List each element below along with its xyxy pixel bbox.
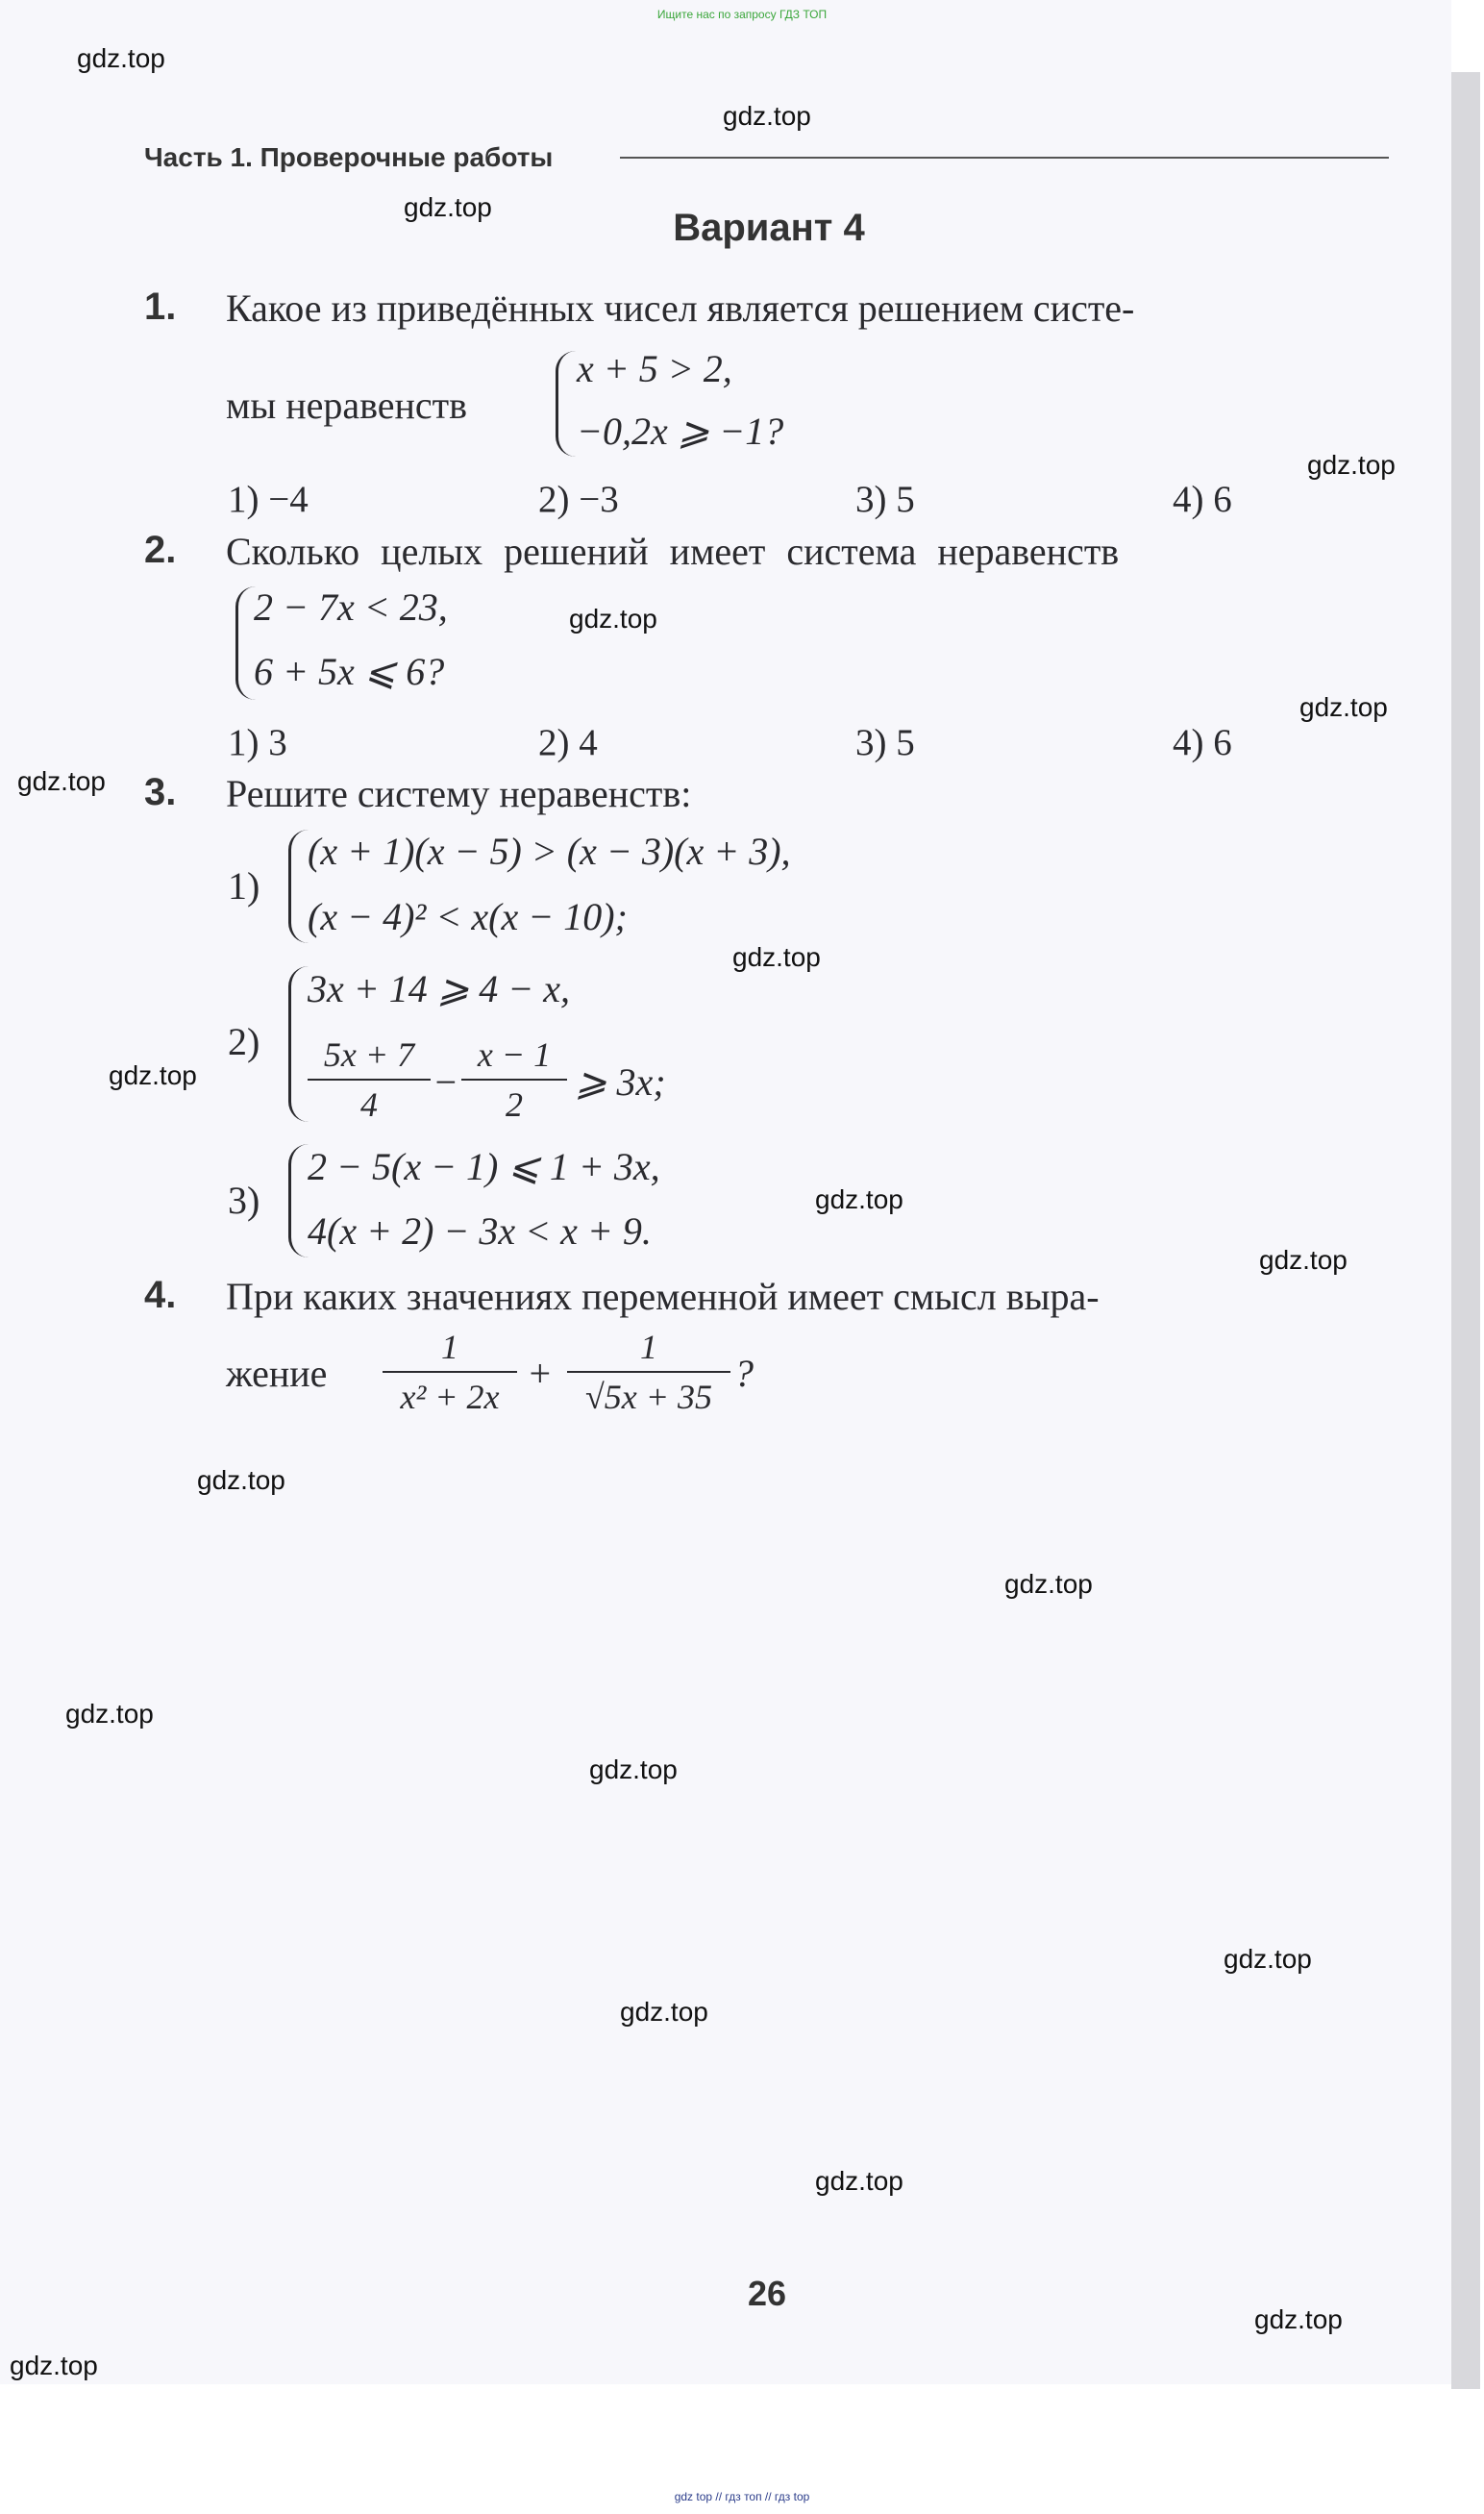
q3-sub2-label: 2) xyxy=(228,1020,260,1063)
watermark: gdz.top xyxy=(569,604,657,634)
watermark: gdz.top xyxy=(77,43,165,73)
q2-option-1: 1) 3 xyxy=(228,722,287,763)
q2-option-4: 4) 6 xyxy=(1173,722,1232,763)
watermark: gdz.top xyxy=(10,2351,98,2380)
fraction-bar xyxy=(383,1371,517,1373)
q4-text-2: жение xyxy=(226,1352,328,1395)
q3-sub1-brace xyxy=(288,830,309,943)
q3-sub3-ineq-2: 4(x + 2) − 3x < x + 9. xyxy=(308,1209,652,1253)
watermark: gdz.top xyxy=(589,1755,678,1784)
watermark: gdz.top xyxy=(723,101,811,131)
q2-text: Сколько целых решений имеет система неравенств xyxy=(226,530,1120,573)
q3-number: 3. xyxy=(144,771,177,813)
q1-system-brace xyxy=(556,351,576,457)
watermark: gdz.top xyxy=(1004,1569,1093,1599)
q4-question-mark: ? xyxy=(734,1352,754,1395)
fraction-bar xyxy=(308,1079,431,1081)
q3-sub2-ineq-1: 3x + 14 ⩾ 4 − x, xyxy=(308,967,571,1010)
section-header: Часть 1. Проверочные работы xyxy=(144,142,554,172)
q1-option-4: 4) 6 xyxy=(1173,479,1232,520)
watermark: gdz.top xyxy=(404,192,492,222)
page-edge-shadow xyxy=(1451,72,1480,2389)
q2-ineq-1: 2 − 7x < 23, xyxy=(254,585,448,629)
q3-sub3-ineq-1: 2 − 5(x − 1) ⩽ 1 + 3x, xyxy=(308,1145,660,1188)
fraction-numerator: 5x + 7 xyxy=(323,1035,415,1074)
q3-sub1-label: 1) xyxy=(228,864,260,908)
q3-sub3-label: 3) xyxy=(228,1179,260,1222)
page-number: 26 xyxy=(748,2274,787,2313)
watermark: gdz.top xyxy=(17,766,106,796)
q3-sub1-ineq-1: (x + 1)(x − 5) > (x − 3)(x + 3), xyxy=(308,830,791,873)
q4-number: 4. xyxy=(144,1274,177,1316)
q1-number: 1. xyxy=(144,286,177,328)
q1-ineq-1: x + 5 > 2, xyxy=(577,347,732,390)
q3-sub2-fraction-2 xyxy=(461,1034,567,1125)
q1-option-1: 1) −4 xyxy=(228,479,309,520)
q2-option-3: 3) 5 xyxy=(855,722,915,763)
variant-title: Вариант 4 xyxy=(673,207,865,249)
q2-ineq-2: 6 + 5x ⩽ 6? xyxy=(254,650,445,693)
q2-system-brace xyxy=(235,586,256,700)
watermark: gdz.top xyxy=(65,1699,154,1729)
watermark: gdz.top xyxy=(1254,2304,1343,2334)
watermark: gdz.top xyxy=(815,1184,903,1214)
q4-fraction-1 xyxy=(383,1327,517,1417)
fraction-bar xyxy=(567,1371,730,1373)
watermark: gdz.top xyxy=(109,1060,197,1090)
bottom-banner: gdz top // гдз топ // гдз top xyxy=(674,2490,810,2503)
q3-text: Решите систему неравенств: xyxy=(226,772,692,815)
q1-text: Какое из приведённых чисел является решением систе- xyxy=(226,286,1135,330)
q3-sub3-brace xyxy=(288,1144,309,1257)
q3-sub2-brace xyxy=(288,966,309,1122)
q2-option-2: 2) 4 xyxy=(538,722,598,763)
q1-ineq-2: −0,2x ⩾ −1? xyxy=(577,410,784,453)
q2-number: 2. xyxy=(144,529,177,571)
q4-fraction-2 xyxy=(567,1327,730,1417)
q3-sub1-ineq-2: (x − 4)² < x(x − 10); xyxy=(308,895,628,938)
fraction-numerator: 1 xyxy=(640,1328,657,1366)
header-rule xyxy=(620,157,1389,159)
fraction-numerator: 1 xyxy=(441,1328,458,1366)
fraction-numerator: x − 1 xyxy=(477,1035,552,1074)
watermark: gdz.top xyxy=(197,1465,285,1495)
q1-option-2: 2) −3 xyxy=(538,479,619,520)
fraction-denominator: 2 xyxy=(506,1085,523,1124)
q4-text: При каких значениях переменной имеет смысл выра- xyxy=(226,1275,1100,1318)
watermark: gdz.top xyxy=(1224,1944,1312,1974)
fraction-denominator: x² + 2x xyxy=(400,1378,500,1416)
q3-sub2-tail: ⩾ 3x; xyxy=(575,1060,666,1104)
fraction-denominator: √5x + 35 xyxy=(584,1378,713,1416)
watermark: gdz.top xyxy=(1299,692,1388,722)
watermark: gdz.top xyxy=(620,1997,708,2027)
watermark: gdz.top xyxy=(1259,1245,1348,1275)
q4-plus: + xyxy=(527,1352,553,1395)
q3-sub2-fraction-1 xyxy=(308,1034,431,1125)
top-banner: Ищите нас по запросу ГДЗ ТОП xyxy=(656,8,828,21)
fraction-denominator: 4 xyxy=(360,1085,378,1124)
q1-text-2: мы неравенств xyxy=(226,384,468,427)
q3-sub2-minus: − xyxy=(433,1060,458,1104)
fraction-bar xyxy=(461,1079,567,1081)
watermark: gdz.top xyxy=(1307,450,1396,480)
watermark: gdz.top xyxy=(815,2166,903,2196)
q1-option-3: 3) 5 xyxy=(855,479,915,520)
watermark: gdz.top xyxy=(732,942,821,972)
